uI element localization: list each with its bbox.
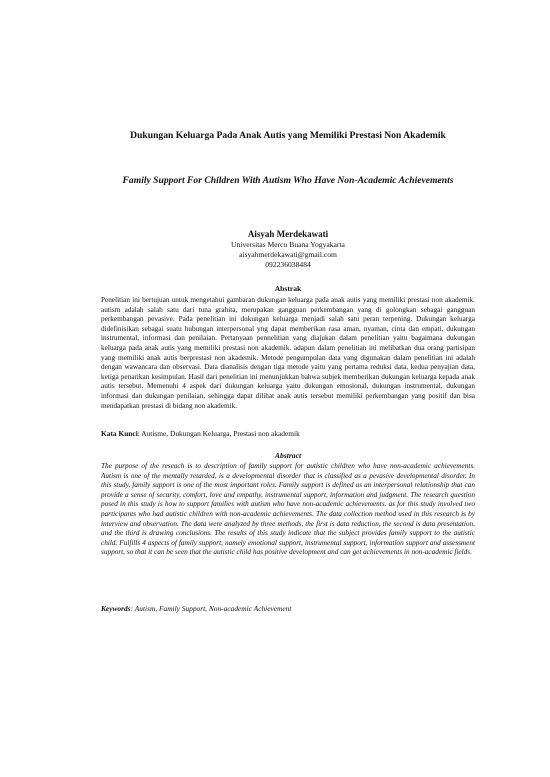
author-phone: 092236038484: [265, 260, 311, 269]
abstrak-keywords-values: : Autisme, Dukungan Keluarga, Prestasi non akademik: [137, 429, 300, 438]
abstrak-keywords-label: Kata Kunci: [101, 429, 138, 438]
author-affiliation: Universitas Mercu Buana Yogyakarta: [231, 240, 345, 249]
abstrak-keywords: [101, 429, 475, 439]
abstrak-heading: Abstrak: [274, 284, 302, 293]
abstract-body: The purpose of the reseach is to description of family support for autistic children who have non-academic achievements. Autism is one of the mentally retarded, is a developmental disorder that is classified as a pevasive developmental disorder. In this study, family support is one of the most important roles. Family support is defined as an interpersonal relationship that can provide a sense of security, comfort, love and empathy, instrumental support, information and judgment. The research question posed in this study is how to support families with autism who have non-academic achievements. as for this study involved two participants who had autistic children with non-academic achievements. The data collection method used in this research is by interview and observation. The data were analyzed by three methods, the first is data reduction, the second is data presentation, and the third is drawing conclusions. The results of this study indicate that the subject provides family support to the autistic child. Fulfills 4 aspects of family support, namely emotional support, instrumental support, information support and assessment support, so that it can be seen that the autistic child has positive development and can get achievements in non-academic fields.: [101, 462, 475, 557]
abstract-keywords: [101, 604, 475, 614]
abstract-keywords-values: : Autism, Family Support, Non-academic Achievement: [130, 604, 292, 613]
paper-subtitle-english: Family Support For Children With Autism Who Have Non-Academic Achievements: [122, 175, 454, 186]
author-block: [101, 228, 475, 270]
author-email: aisyahmerdekawati@gmail.com: [239, 250, 337, 259]
abstract-keywords-label: Keywords: [101, 604, 131, 613]
paper-title: Dukungan Keluarga Pada Anak Autis yang Memiliki Prestasi Non Akademik: [130, 130, 446, 141]
author-name: Aisyah Merdekawati: [247, 229, 329, 239]
abstrak-body: Penelitian ini bertujuan untuk mengetahui gambaran dukungan keluarga pada anak autis yang memiliki prestasi non akademik. autism adalah salah satu dari tuna grahita, merupakan gangguan perkembangan yang di golongkan sebagai gangguan perkembangan pevasive. Pada penelitian ini dukungan keluarga menjadi salah satu peran terpening. Dukungan keluarga didefinisikan sebagai suatu hubungan interpersonal yng dapat memberikan rasa aman, nyaman, cinta dan empati, dukungan instrumental, informasi dan penilaian. Pertanyaan pennelitian yang diajukan dalam penelitian yaitu bagaimana dukungan keluarga pada anak autis yang memiliki prestasi non akademik. adapun dalam penelitian ini melibatkan dua orang partisipan yang memiliki anak autis berprestasi non akademik. Metode pengumpulan data yang digunakan dalam penelitian ini adalah dengan wawancara dan observasi. Data dianalisis dengan tiga metode yaitu yang pertama reduksi data, kedua penyajian data, ketiga penarikan kesimpulan. Hasil dari penelitian ini menunjukkan bahwa subjek memberikan dukungan keluarga kepada anak autis tersebut. Memenuhi 4 aspek dari dukungan keluarga yaitu dukungan emosional, dukungan instrumental, dukungan informasi dan dukungan penilaian, sehingga dapat dilihat anak autis tersebut memiliki perkembangan yang positif dan bisa mendapatkan prestasi di bidang non akademik.: [101, 296, 475, 410]
abstract-heading: Abstract: [274, 451, 302, 460]
